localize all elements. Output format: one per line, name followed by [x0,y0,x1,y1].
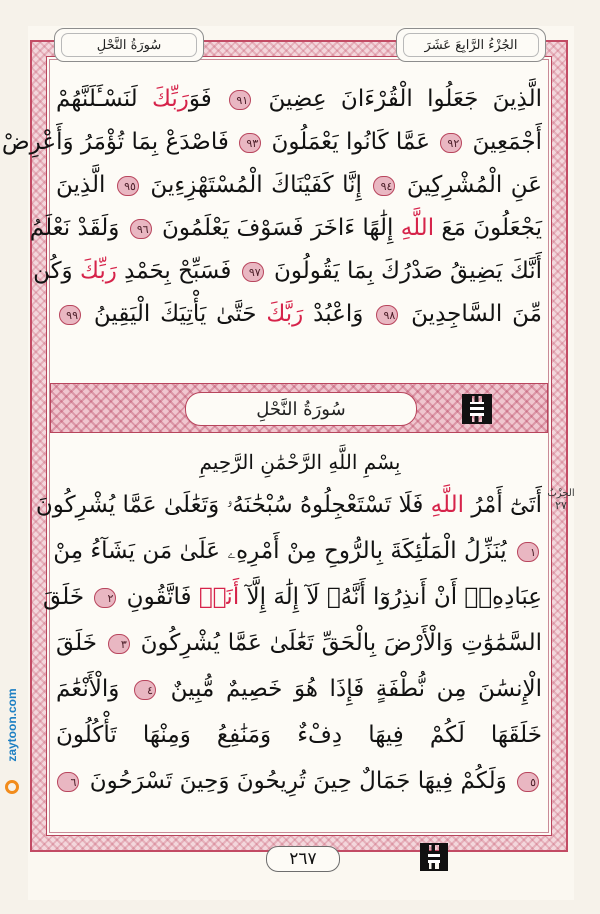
verse-line [29,207,542,250]
divine-name-text: أَنَا۠ [198,584,240,610]
verse-line [33,250,542,293]
verse-text: الْإِنسَٰنَ مِن نُّطْفَةٍ فَإِذَا هُوَ خَصِيمٌ مُّبِينٌ [159,676,542,702]
verse-number-marker: ٩٧ [242,262,264,282]
verse-line [56,293,542,336]
verse-text: خَلَقَهَا لَكُمْ فِيهَا دِفْءٌ وَمَنَٰفِعُ وَمِنْهَا تَأْكُلُونَ [56,722,542,748]
surah-header-tab [54,28,204,62]
verse-text: فَوَ [188,86,227,112]
verse-text: وَاعْبُدْ [303,301,374,327]
verse-number-marker: ٢ [94,588,116,608]
verse-number-marker: ٣ [108,634,130,654]
verse-text: وَكُن [33,258,80,284]
side-logo [2,650,22,800]
surah-title-cartouche [185,392,417,426]
juz-header-tab [396,28,546,62]
verse-text: مِّنَ السَّاجِدِينَ [401,301,542,327]
page-number: ٢٦٧ [289,849,317,869]
verse-text: وَالْأَنْعَٰمَ [56,676,132,702]
verse-number-marker: ٥ [517,772,539,792]
verses-bottom-block [35,482,543,804]
verse-line [43,574,542,620]
hizb-number: ٢٧ [555,499,567,512]
verse-line [56,164,542,207]
verse-line [35,482,542,528]
verse-number-marker: ١ [517,542,539,562]
verse-text: فَلَا تَسْتَعْجِلُوهُ سُبْحَٰنَهُۥ وَتَعَٰلَىٰ عَمَّا يُشْرِكُونَ [35,492,431,518]
verse-text: عِبَادِهِۦٓ أَنْ أَنذِرُوٓا أَنَّهُۥ لَآ إِلَٰهَ إِلَّآ [239,584,542,610]
verse-text: فَسَبِّحْ بِحَمْدِ [116,258,239,284]
verse-text: خَلَقَ [56,630,105,656]
verse-line [1,121,542,164]
verse-line [56,620,542,666]
hizb-marker [544,488,578,512]
verse-line [56,666,542,712]
divine-name-text: رَبِّكَ [79,258,117,284]
verse-text: أَنَّكَ يَضِيقُ صَدْرُكَ بِمَا يَقُولُونَ [266,258,542,284]
verse-number-marker: ٤ [134,680,156,700]
verse-number-marker: ٩٥ [117,176,139,196]
juz-header-label: الجُزْءُ الرَّابِعَ عَشَرَ [424,37,518,53]
verse-text: أَجْمَعِينَ [465,129,542,155]
verses-top-block [1,78,543,336]
divine-name-text: رَبِّكَ [152,86,189,112]
verse-line [56,758,542,804]
page-number-badge [266,846,340,872]
verse-number-marker: ٩٣ [239,133,261,153]
verse-text: السَّمَٰوَٰتِ وَالْأَرْضَ بِالْحَقِّ تَعَٰلَىٰ عَمَّا يُشْرِكُونَ [132,630,543,656]
verse-line [53,528,542,574]
verse-number-marker: ٩٨ [376,305,398,325]
verse-number-marker: ٩٦ [130,219,152,239]
verse-line [56,712,542,758]
surah-header-label: سُورَةُ النَّحْلِ [96,37,162,53]
verse-text: يَجْعَلُونَ مَعَ [434,215,542,241]
verse-text: إِلَٰهًا ءَاخَرَ فَسَوْفَ يَعْلَمُونَ [154,215,401,241]
verse-text: خَلَقَ [43,584,92,610]
verse-text: حَتَّىٰ يَأْتِيَكَ الْيَقِينُ [84,301,267,327]
verse-number-marker: ٦ [57,772,79,792]
verse-number-marker: ٩٤ [373,176,395,196]
verse-text: فَاتَّقُونِ [119,584,199,610]
verse-text: وَلَقَدْ نَعْلَمُ [29,215,127,241]
divine-name-text: رَبَّكَ [266,301,304,327]
verse-number-marker: ٩١ [229,90,251,110]
verse-text: الَّذِينَ [56,172,114,198]
verse-line [56,78,542,121]
qr-code-icon[interactable] [420,843,448,871]
basmala: بِسْمِ اللَّهِ الرَّحْمَٰنِ الرَّحِيمِ [199,450,401,474]
hizb-label: الحِزْبُ [547,488,575,499]
verse-text: عَمَّا كَانُوا يَعْمَلُونَ [264,129,438,155]
logo-text: zaytoon.com [5,688,19,762]
verse-text: فَاصْدَعْ بِمَا تُؤْمَرُ وَأَعْرِضْ [1,129,237,155]
verse-text: الَّذِينَ جَعَلُوا الْقُرْءَانَ عِضِينَ [254,86,543,112]
verse-text: أَتَىٰٓ أَمْرُ [464,492,542,518]
divine-name-text: اللَّهِ [400,215,435,241]
verse-text: عَنِ الْمُشْرِكِينَ [398,172,542,198]
verse-text: لَنَسْـَٔلَنَّهُمْ [56,86,153,112]
verse-text: إِنَّا كَفَيْنَاكَ الْمُسْتَهْزِءِينَ [141,172,371,198]
verse-number-marker: ٩٢ [440,133,462,153]
divine-name-text: اللَّهِ [430,492,465,518]
logo-mark-icon [5,780,19,794]
surah-title: سُورَةُ النَّحْلِ [256,398,346,420]
verse-text: يُنَزِّلُ الْمَلَٰٓئِكَةَ بِالرُّوحِ مِنْ أَمْرِهِۦ عَلَىٰ مَن يَشَآءُ مِنْ [53,538,514,564]
verse-text: وَلَكُمْ فِيهَا جَمَالٌ حِينَ تُرِيحُونَ وَحِينَ تَسْرَحُونَ [82,768,514,794]
verse-number-marker: ٩٩ [59,305,81,325]
qr-code-icon[interactable] [462,394,492,424]
